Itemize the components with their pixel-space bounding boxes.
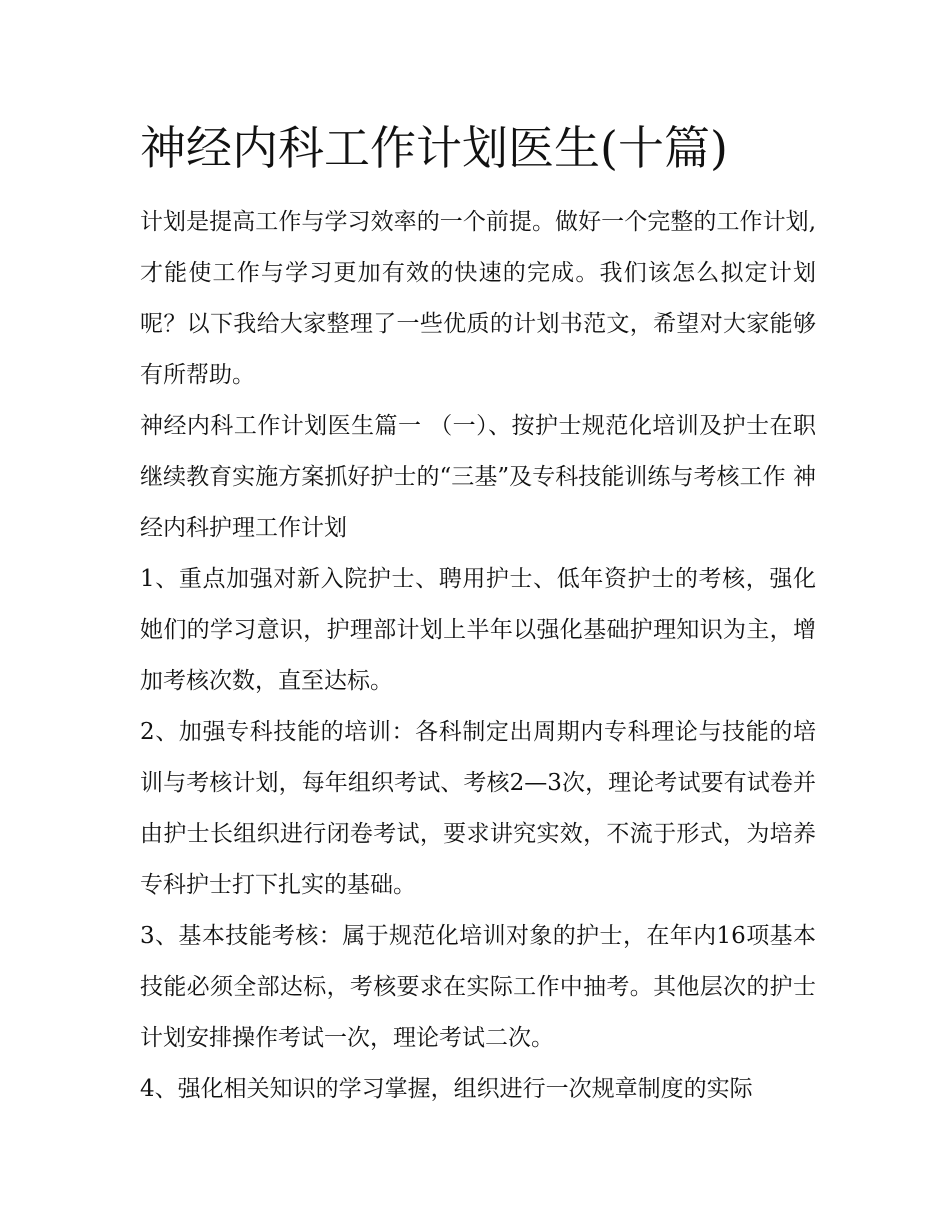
document-title: 神经内科工作计划医生(十篇)	[140, 121, 728, 175]
document-body	[140, 197, 816, 1115]
item-2-paragraph: 2、加强专科技能的培训：各科制定出周期内专科理论与技能的培训与考核计划，每年组织考试、考核2—3次，理论考试要有试卷并由护士长组织进行闭卷考试，要求讲究实效，不流于形式，为培养专科护士打下扎实的基础。	[140, 719, 816, 898]
item-1-paragraph: 1、重点加强对新入院护士、聘用护士、低年资护士的考核，强化她们的学习意识，护理部计划上半年以强化基础护理知识为主，增加考核次数，直至达标。	[140, 566, 816, 694]
item-3-paragraph: 3、基本技能考核：属于规范化培训对象的护士，在年内16项基本技能必须全部达标，考核要求在实际工作中抽考。其他层次的护士计划安排操作考试一次，理论考试二次。	[140, 923, 816, 1051]
section-one-paragraph: 神经内科工作计划医生篇一 （一）、按护士规范化培训及护士在职继续教育实施方案抓好护士的“三基”及专科技能训练与考核工作 神经内科护理工作计划	[140, 413, 816, 541]
item-4-paragraph: 4、强化相关知识的学习掌握，组织进行一次规章制度的实际	[140, 1076, 753, 1102]
intro-paragraph: 计划是提高工作与学习效率的一个前提。做好一个完整的工作计划,才能使工作与学习更加有效的快速的完成。我们该怎么拟定计划呢？以下我给大家整理了一些优质的计划书范文，希望对大家能够有所帮助。	[140, 209, 816, 388]
